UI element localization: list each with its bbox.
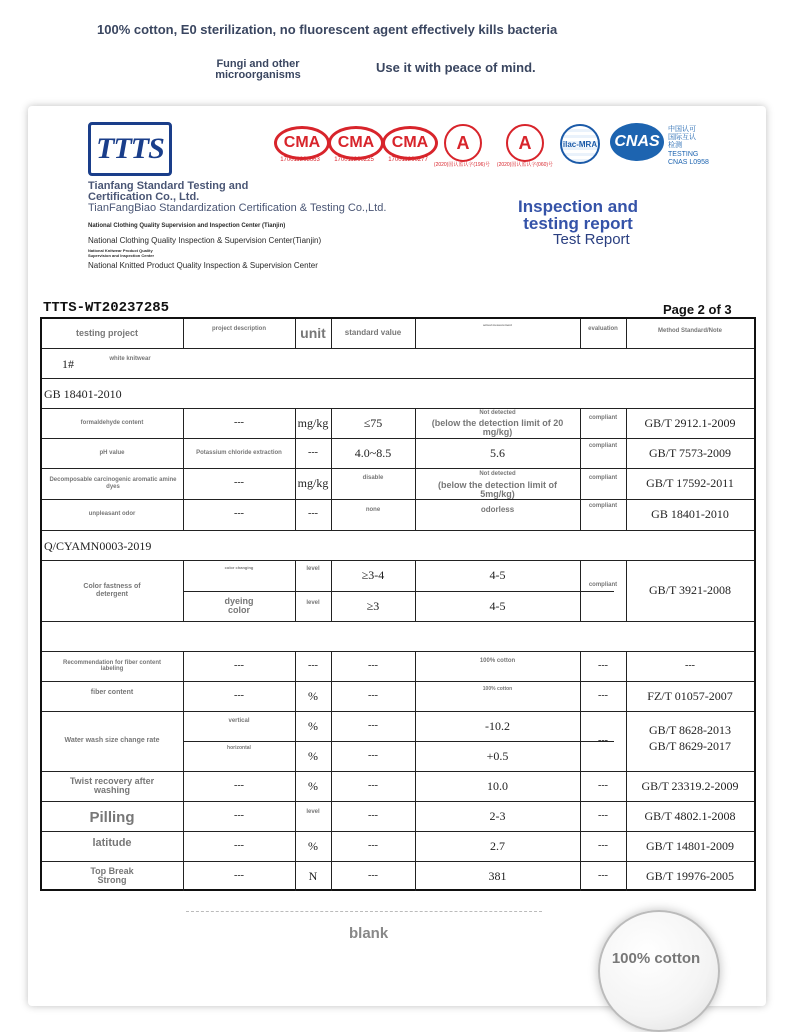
- row-wash-standard-1: ---: [368, 719, 378, 731]
- row-amine-method: GB/T 17592-2011: [646, 476, 734, 491]
- row-fastness-desc-1: color changing: [224, 564, 254, 570]
- cal-number-1: (2020)国认监认字(196)号: [433, 162, 491, 168]
- row-latitude-standard: ---: [368, 839, 378, 851]
- banner-line-1: 100% cotton, E0 sterilization, no fluorescent agent effectively kills bacteria: [97, 22, 558, 37]
- row-twist-standard: ---: [368, 779, 378, 791]
- row-break-eval: ---: [598, 869, 608, 881]
- row-break-item: Top Break Strong: [90, 865, 134, 885]
- header-method: Method Standard/Note: [658, 327, 722, 334]
- row-formaldehyde-unit: mg/kg: [297, 415, 329, 430]
- row-fiber-label-eval: ---: [598, 659, 608, 671]
- row-odor-item: unpleasant odor: [88, 511, 136, 518]
- lab-name-bold: Tianfang Standard Testing and Certification Co., Ltd.: [88, 180, 249, 203]
- cal-mark-1: A: [444, 124, 482, 162]
- row-break-result: 381: [488, 868, 507, 883]
- cnas-side-text-1: 中国认可: [668, 126, 696, 133]
- row-fiber-label-standard: ---: [368, 659, 378, 671]
- row-latitude-eval: ---: [598, 839, 608, 851]
- row-break-standard: ---: [368, 869, 378, 881]
- row-odor-unit: ---: [308, 508, 318, 520]
- row-pilling-desc: ---: [234, 809, 244, 821]
- row-fastness-standard-1: ≥3-4: [361, 568, 385, 583]
- cma-number-2: 170011260225: [334, 157, 374, 163]
- cnas-side-text-2: 国际互认: [668, 134, 696, 141]
- row-ph-unit: ---: [308, 446, 318, 458]
- row-pilling-eval: ---: [598, 809, 608, 821]
- row-ph-method: GB/T 7573-2009: [648, 445, 732, 460]
- cma-mark-3: CMA: [382, 126, 438, 160]
- banner-line-2-right: Use it with peace of mind.: [376, 60, 536, 75]
- row-ph-desc: Potassium chloride extraction: [196, 449, 282, 456]
- row-fastness-unit-2: level: [306, 599, 320, 606]
- ttts-logo: TTTS: [88, 122, 172, 176]
- report-number: TTTS-WT20237285: [43, 300, 170, 316]
- row-amine-result: (below the detection limit of 5mg/kg): [438, 479, 557, 499]
- row-formaldehyde-standard: ≤75: [363, 415, 383, 430]
- magnifier-text: 100% cotton: [611, 950, 701, 967]
- cnas-mark: CNAS: [610, 123, 664, 161]
- row-twist-eval: ---: [598, 779, 608, 791]
- row-odor-standard: none: [365, 506, 381, 513]
- row-odor-eval: compliant: [588, 502, 618, 509]
- cma-mark-2: CMA: [328, 126, 384, 160]
- row-fiber-content-result: 100% cotton: [482, 686, 513, 693]
- row-latitude-method: GB/T 14801-2009: [645, 838, 735, 853]
- row-latitude-unit: %: [308, 838, 318, 853]
- row-formaldehyde-eval: compliant: [588, 414, 618, 421]
- row-pilling-unit: level: [306, 808, 320, 815]
- row-formaldehyde-method: GB/T 2912.1-2009: [644, 415, 736, 430]
- row-fiber-content-method: FZ/T 01057-2007: [647, 688, 733, 703]
- row-ph-eval: compliant: [588, 442, 618, 449]
- page-indicator: Page 2 of 3: [663, 302, 732, 317]
- row-pilling-item: Pilling: [89, 809, 135, 827]
- row-wash-item: Water wash size change rate: [64, 737, 160, 745]
- cal-mark-2: A: [506, 124, 544, 162]
- row-latitude-result: 2.7: [490, 838, 505, 853]
- row-fiber-label-item: Recommendation for fiber content labeling: [62, 659, 161, 672]
- row-fastness-item: Color fastness of detergent: [83, 583, 141, 598]
- row-wash-unit-2: %: [308, 748, 318, 763]
- report-title-line-2: testing report: [523, 214, 633, 233]
- row-twist-item: Twist recovery after washing: [69, 775, 155, 795]
- header-actual-measurement: actual measurement: [482, 323, 512, 328]
- center-2-small: National Knitwear Product Quality Supervision and Inspection Center: [88, 248, 155, 258]
- row-wash-method-2: GB/T 8629-2017: [648, 738, 732, 753]
- row-wash-result-1: -10.2: [485, 718, 510, 733]
- row-odor-desc: ---: [234, 508, 244, 520]
- banner-line-2-left: Fungi and other microorganisms: [215, 58, 301, 81]
- header-evaluation: evaluation: [588, 325, 618, 332]
- report-title-line-1: Inspection and: [518, 197, 638, 216]
- row-ph-item: pH value: [99, 449, 125, 456]
- row-break-desc: ---: [234, 869, 244, 881]
- sample-name: white knitwear: [109, 355, 151, 362]
- row-twist-method: GB/T 23319.2-2009: [641, 778, 739, 793]
- row-wash-unit-1: %: [308, 718, 318, 733]
- row-fastness-method: GB/T 3921-2008: [648, 583, 732, 598]
- row-fiber-label-result: 100% cotton: [479, 657, 516, 664]
- report-subtitle: Test Report: [553, 231, 630, 248]
- row-ph-result: 5.6: [490, 445, 505, 460]
- row-wash-standard-2: ---: [368, 749, 378, 761]
- center-1-small: National Clothing Quality Supervision and Inspection Center (Tianjin): [88, 223, 286, 229]
- row-formaldehyde-result-small: Not detected: [479, 409, 516, 416]
- row-amine-desc: ---: [234, 477, 244, 489]
- row-wash-method-1: GB/T 8628-2013: [648, 722, 732, 737]
- row-amine-item: Decomposable carcinogenic aromatic amine dyes: [49, 477, 177, 490]
- row-fiber-label-unit: ---: [308, 659, 318, 671]
- row-latitude-desc: ---: [234, 839, 244, 851]
- row-pilling-method: GB/T 4802.1-2008: [644, 808, 736, 823]
- test-results-table: [40, 317, 756, 891]
- cnas-side-text-4: TESTING: [668, 151, 699, 158]
- row-fiber-content-unit: %: [308, 688, 318, 703]
- cnas-side-text-5: CNAS L0958: [668, 159, 709, 166]
- row-amine-standard: disable: [362, 474, 384, 481]
- row-pilling-result: 2-3: [489, 808, 506, 823]
- sample-number: 1#: [62, 357, 74, 371]
- cma-mark-1: CMA: [274, 126, 330, 160]
- cal-number-2: (2020)国认监认字(060)号: [496, 162, 554, 168]
- row-odor-method: GB 18401-2010: [651, 507, 729, 522]
- row-break-unit: N: [308, 868, 318, 883]
- lab-name: TianFangBiao Standardization Certification & Testing Co.,Ltd.: [88, 202, 387, 214]
- cma-number-3: 170011260277: [388, 157, 428, 163]
- row-fastness-standard-2: ≥3: [366, 598, 380, 613]
- row-wash-desc-2: horizontal: [227, 745, 251, 752]
- row-twist-result: 10.0: [487, 778, 508, 793]
- cma-number-1: 170011263663: [280, 157, 320, 163]
- row-twist-desc: ---: [234, 779, 244, 791]
- row-fiber-content-item: fiber content: [90, 689, 134, 697]
- row-amine-unit: mg/kg: [297, 476, 329, 491]
- row-wash-eval: ---: [598, 734, 608, 746]
- magnifier-lens: [598, 910, 720, 1032]
- header-standard-value: standard value: [344, 328, 402, 338]
- row-fastness-eval: compliant: [588, 581, 618, 588]
- row-formaldehyde-desc: ---: [234, 416, 244, 428]
- row-fastness-result-1: 4-5: [489, 568, 506, 583]
- section-gb-18401: GB 18401-2010: [44, 387, 122, 401]
- row-break-method: GB/T 19976-2005: [645, 868, 735, 883]
- row-fastness-unit-1: level: [306, 565, 320, 572]
- row-twist-unit: %: [308, 778, 318, 793]
- blank-divider: [186, 911, 542, 912]
- section-qcyamn: Q/CYAMN0003-2019: [44, 539, 152, 553]
- cnas-side-text-3: 检测: [668, 142, 682, 149]
- header-project-description: project description: [211, 325, 266, 332]
- header-testing-project: testing project: [75, 327, 138, 338]
- row-wash-desc-1: vertical: [228, 717, 250, 724]
- row-latitude-item: latitude: [92, 837, 132, 850]
- row-ph-standard: 4.0~8.5: [354, 445, 392, 460]
- row-formaldehyde-result: (below the detection limit of 20 mg/kg): [431, 417, 564, 437]
- row-fiber-label-desc: ---: [234, 659, 244, 671]
- row-fiber-content-desc: ---: [234, 689, 244, 701]
- row-formaldehyde-item: formaldehyde content: [80, 419, 144, 426]
- row-fastness-result-2: 4-5: [489, 598, 506, 613]
- blank-label: blank: [349, 925, 389, 942]
- row-fiber-content-eval: ---: [598, 689, 608, 701]
- center-1: National Clothing Quality Inspection & Supervision Center(Tianjin): [88, 236, 322, 245]
- row-fastness-desc-2: dyeing color: [224, 595, 254, 615]
- ilac-mra-mark: ilac-MRA: [560, 124, 600, 164]
- row-fiber-content-standard: ---: [368, 689, 378, 701]
- row-fiber-label-method: ---: [685, 659, 695, 671]
- row-pilling-standard: ---: [368, 809, 378, 821]
- center-2: National Knitted Product Quality Inspection & Supervision Center: [88, 261, 318, 270]
- header-unit: unit: [300, 325, 326, 342]
- row-wash-result-2: +0.5: [486, 748, 509, 763]
- row-odor-result: odorless: [480, 504, 515, 514]
- report-title: [508, 198, 648, 232]
- row-amine-eval: compliant: [588, 474, 618, 481]
- row-amine-result-small: Not detected: [479, 470, 516, 477]
